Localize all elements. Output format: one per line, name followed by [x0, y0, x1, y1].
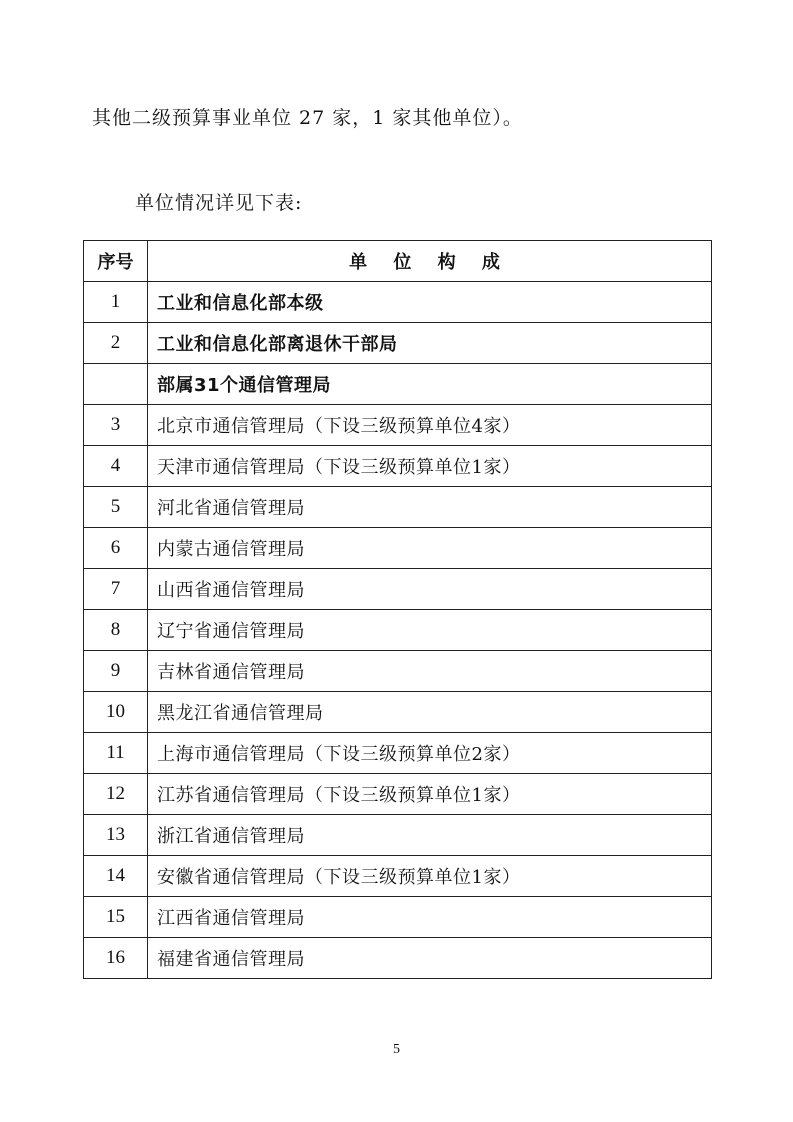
header-unit: 单 位 构 成	[148, 241, 712, 282]
row-number: 2	[84, 323, 148, 364]
row-number: 7	[84, 569, 148, 610]
row-number: 6	[84, 528, 148, 569]
table-row	[84, 938, 712, 979]
row-unit-name: 内蒙古通信管理局	[148, 528, 712, 569]
table-row	[84, 282, 712, 323]
row-unit-name: 江苏省通信管理局（下设三级预算单位1家）	[148, 774, 712, 815]
row-unit-name: 山西省通信管理局	[148, 569, 712, 610]
table-row	[84, 364, 712, 405]
table-row	[84, 610, 712, 651]
table-row	[84, 692, 712, 733]
row-unit-name: 北京市通信管理局（下设三级预算单位4家）	[148, 405, 712, 446]
table-row	[84, 528, 712, 569]
table-row	[84, 651, 712, 692]
row-number: 5	[84, 487, 148, 528]
table-header-row	[84, 241, 712, 282]
row-number: 13	[84, 815, 148, 856]
row-number: 15	[84, 897, 148, 938]
row-number: 11	[84, 733, 148, 774]
row-unit-name: 天津市通信管理局（下设三级预算单位1家）	[148, 446, 712, 487]
row-unit-name: 江西省通信管理局	[148, 897, 712, 938]
row-unit-name: 工业和信息化部离退休干部局	[148, 323, 712, 364]
row-unit-name: 辽宁省通信管理局	[148, 610, 712, 651]
table-row	[84, 323, 712, 364]
table-row	[84, 774, 712, 815]
row-unit-name: 安徽省通信管理局（下设三级预算单位1家）	[148, 856, 712, 897]
row-number: 16	[84, 938, 148, 979]
row-unit-name: 浙江省通信管理局	[148, 815, 712, 856]
table-row	[84, 856, 712, 897]
row-number	[84, 364, 148, 405]
row-unit-name: 吉林省通信管理局	[148, 651, 712, 692]
header-number: 序号	[84, 241, 148, 282]
unit-table	[83, 240, 712, 979]
row-unit-name: 福建省通信管理局	[148, 938, 712, 979]
table-row	[84, 815, 712, 856]
row-unit-name: 工业和信息化部本级	[148, 282, 712, 323]
page-number: 5	[393, 1042, 400, 1057]
row-unit-name: 黑龙江省通信管理局	[148, 692, 712, 733]
row-number: 1	[84, 282, 148, 323]
table-row	[84, 446, 712, 487]
row-number: 8	[84, 610, 148, 651]
table-row	[84, 733, 712, 774]
paragraph-table-intro: 单位情况详见下表:	[135, 192, 303, 214]
row-unit-name: 部属31个通信管理局	[148, 364, 712, 405]
table-row	[84, 897, 712, 938]
row-number: 10	[84, 692, 148, 733]
row-number: 14	[84, 856, 148, 897]
row-number: 4	[84, 446, 148, 487]
row-number: 9	[84, 651, 148, 692]
table-row	[84, 487, 712, 528]
row-number: 12	[84, 774, 148, 815]
row-unit-name: 上海市通信管理局（下设三级预算单位2家）	[148, 733, 712, 774]
row-number: 3	[84, 405, 148, 446]
table-row	[84, 405, 712, 446]
table-row	[84, 569, 712, 610]
row-unit-name: 河北省通信管理局	[148, 487, 712, 528]
paragraph-continuation: 其他二级预算事业单位 27 家，1 家其他单位）。	[92, 107, 523, 129]
